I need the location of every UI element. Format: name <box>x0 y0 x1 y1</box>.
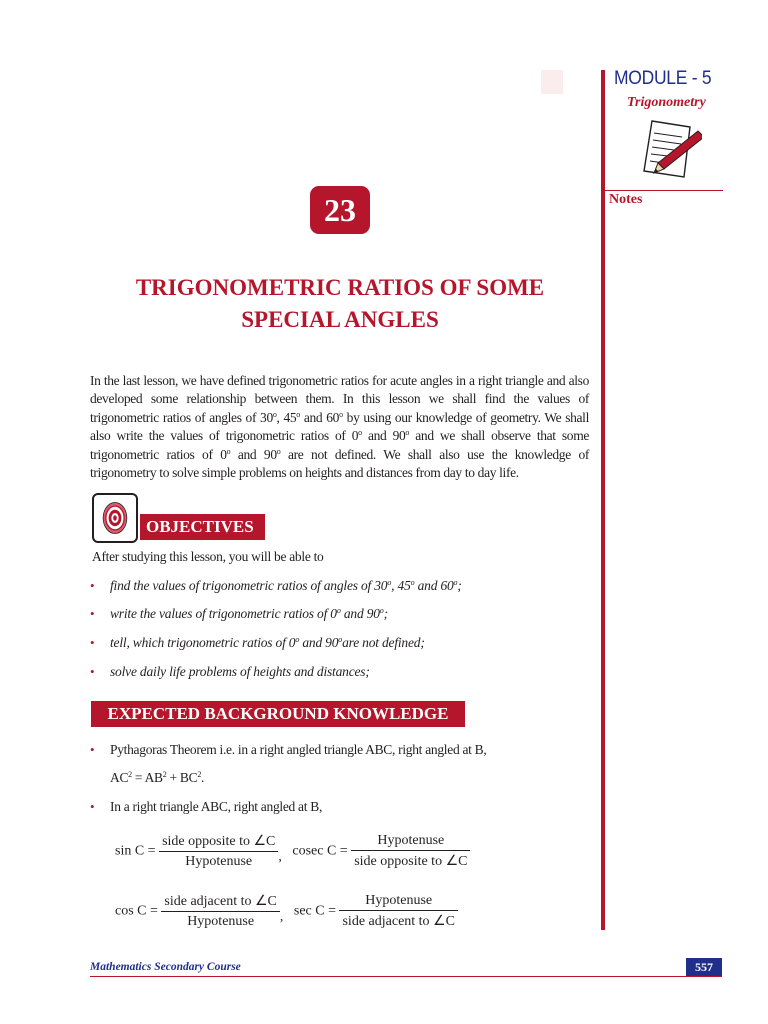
sin-fraction: $\frac{\text{side opposite to ∠C}}{\text{Hypotenuse}}$ <box>159 833 278 870</box>
pythagoras-item: • Pythagoras Theorem i.e. in a right angled triangle ABC, right angled at B, <box>90 742 487 757</box>
bullet-icon: • <box>90 742 95 757</box>
chapter-title-line-2: SPECIAL ANGLES <box>241 307 439 332</box>
notes-pencil-icon <box>638 117 702 181</box>
bullet-icon: • <box>90 799 95 814</box>
chapter-title-line-1: TRIGONOMETRIC RATIOS OF SOME <box>135 275 545 300</box>
right-triangle-item: • In a right triangle ABC, right angled at B, <box>90 799 323 814</box>
objectives-intro: After studying this lesson, you will be able to <box>92 549 324 564</box>
cos-fraction: $\frac{\text{side adjacent to ∠C}}{\text{Hypotenuse}}$ <box>161 893 279 930</box>
objective-item: • find the values of trigonometric ratios of angles of 30$^o$, 45$^o$ and 60$^o$; <box>90 578 462 593</box>
page-number: 557 <box>686 958 722 977</box>
notes-label: Notes <box>609 192 643 207</box>
cosec-fraction: $\frac{\text{Hypotenuse}}{\text{side opposite to ∠C}}$ <box>351 833 470 870</box>
sec-fraction: $\frac{\text{Hypotenuse}}{\text{side adjacent to ∠C}}$ <box>339 893 457 930</box>
objectives-heading: OBJECTIVES <box>140 514 265 540</box>
bullet-icon: • <box>90 635 95 650</box>
objective-item: • solve daily life problems of heights and distances; <box>90 664 370 679</box>
cos-label: cos C = <box>115 903 158 919</box>
module-label: MODULE - 5 <box>614 68 712 89</box>
footer-rule <box>90 976 722 977</box>
chapter-title <box>60 272 620 336</box>
intro-paragraph: In the last lesson, we have defined trigonometric ratios for acute angles in a right triangle and also developed some relationship between them. In this lesson we shall find the values of trigonometric ratios of angles of 30$^o$, 45$^o$ and 60$^o$ by using our knowledge of geometry. We shall also write the values of trigonometric ratios of 0$^o$ and 90$^o$ and we shall observe that some trigonometric ratios of 0$^o$ and 90$^o$ are not defined. We shall also use the knowledge of trigonometry to solve simple problems on heights and distances from day to day life. <box>90 373 590 481</box>
pythagoras-equation: $AC^2 = AB^2 + BC^2$. <box>110 770 205 785</box>
bullet-icon: • <box>90 606 95 621</box>
sin-label: sin C = <box>115 843 156 859</box>
footer-course-title: Mathematics Secondary Course <box>90 961 241 973</box>
margin-rule <box>601 70 605 930</box>
cos-sec-equations: cos C = $\frac{\text{side adjacent to ∠C}}{\text{Hypotenuse}}$ , sec C = $\frac{\text{Hypotenuse}}{\text{side adjacent to ∠C}}$ <box>115 893 458 930</box>
module-subject: Trigonometry <box>627 95 706 110</box>
bullet-icon: • <box>90 578 95 593</box>
target-icon <box>92 493 138 543</box>
cosec-label: cosec C = <box>292 843 348 859</box>
margin-shade <box>541 70 563 94</box>
chapter-number-badge: 23 <box>310 186 370 234</box>
background-knowledge-heading: EXPECTED BACKGROUND KNOWLEDGE <box>91 701 465 727</box>
notes-rule <box>601 190 723 191</box>
sin-cosec-equations: sin C = $\frac{\text{side opposite to ∠C}}{\text{Hypotenuse}}$ , cosec C = $\frac{\text{Hypotenuse}}{\text{side opposite to ∠C}}$ <box>115 833 470 870</box>
sec-label: sec C = <box>293 903 336 919</box>
bullet-icon: • <box>90 664 95 679</box>
objective-item: • write the values of trigonometric ratios of 0$^o$ and 90$^o$; <box>90 606 388 621</box>
objective-item: • tell, which trigonometric ratios of 0$^o$ and 90$^o$are not defined; <box>90 635 425 650</box>
